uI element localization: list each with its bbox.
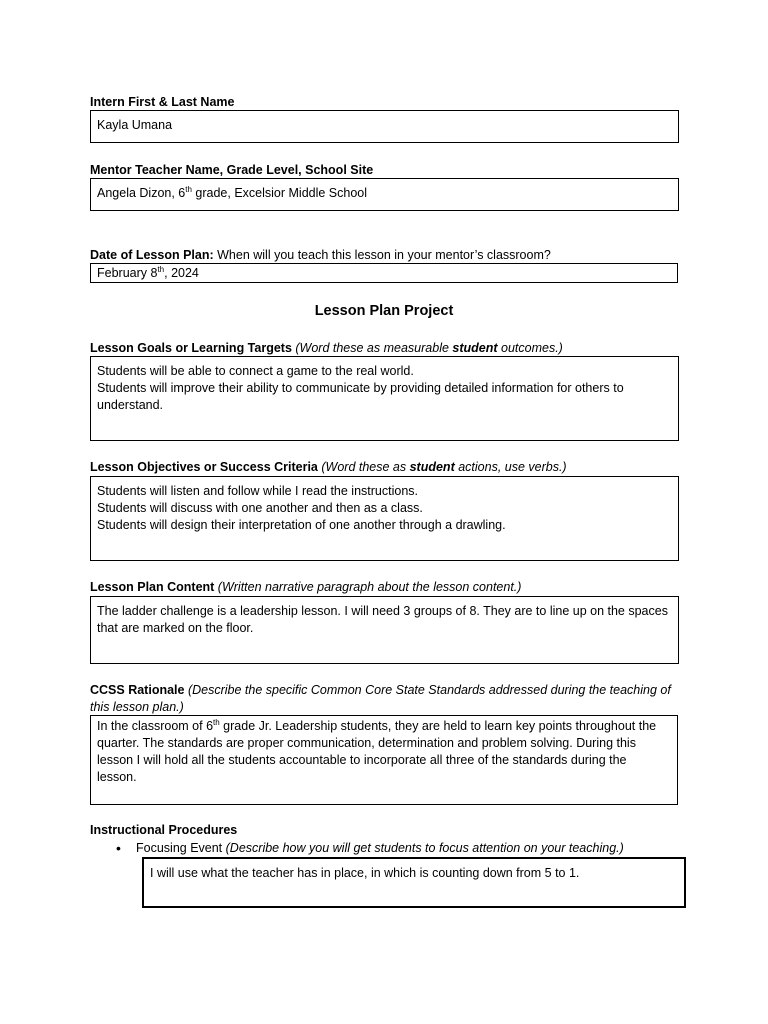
date-label (90, 247, 551, 263)
objectives-label-bold: Lesson Objectives or Success Criteria (90, 460, 318, 474)
objectives-label (90, 459, 567, 475)
procedures-label-text: Instructional Procedures (90, 823, 238, 837)
focus-field[interactable] (142, 857, 686, 908)
date-value-part2: , 2024 (164, 266, 199, 280)
objectives-field[interactable] (90, 476, 679, 561)
mentor-value-sup: th (185, 184, 192, 194)
ccss-line: lesson. (97, 770, 137, 784)
date-field[interactable] (90, 263, 678, 283)
objectives-label-italic-1: (Word these as (317, 460, 410, 474)
mentor-label (90, 162, 373, 178)
mentor-value-part1: Angela Dizon, 6 (97, 186, 186, 200)
intern-label-text: Intern First & Last Name (90, 95, 235, 109)
page-title: Lesson Plan Project (314, 303, 454, 319)
ccss-line: lesson I will hold all the students accountable to incorporate all three of the standards during the (97, 753, 627, 767)
objectives-line: Students will design their interpretation of one another through a drawling. (97, 518, 506, 532)
date-value-sup: th (157, 264, 165, 274)
content-field[interactable] (90, 596, 679, 664)
objectives-line: Students will discuss with one another and then as a class. (97, 501, 423, 515)
objectives-label-italic-2: actions, use verbs.) (454, 460, 567, 474)
focus-label-italic: (Describe how you will get students to focus attention on your teaching.) (222, 841, 624, 855)
mentor-field[interactable] (90, 178, 679, 211)
ccss-line1-part2: grade Jr. Leadership students, they are held to learn key points throughout the (219, 719, 657, 733)
ccss-line (97, 718, 671, 735)
ccss-line1-part1: In the classroom of 6 (97, 719, 214, 733)
procedures-label (90, 822, 237, 838)
bullet-icon: • (116, 840, 121, 856)
intern-label (90, 94, 234, 110)
ccss-label (90, 682, 671, 698)
content-label-bold: Lesson Plan Content (90, 580, 215, 594)
ccss-line: quarter. The standards are proper communication, determination and problem solving. During this (97, 736, 636, 750)
date-label-rest: When will you teach this lesson in your mentor’s classroom? (213, 248, 551, 262)
mentor-value-part2: grade, Excelsior Middle School (191, 186, 368, 200)
mentor-label-text: Mentor Teacher Name, Grade Level, School Site (90, 163, 374, 177)
content-label-italic: (Written narrative paragraph about the lesson content.) (214, 580, 522, 594)
goals-line: Students will improve their ability to communicate by providing detailed information for others to (97, 381, 624, 395)
focus-value: I will use what the teacher has in place, in which is counting down from 5 to 1. (150, 866, 580, 880)
date-label-bold: Date of Lesson Plan: (90, 248, 214, 262)
ccss-label-bold: CCSS Rationale (90, 683, 185, 697)
ccss-field[interactable] (90, 715, 678, 805)
intern-field[interactable] (90, 110, 679, 143)
focus-label-text: Focusing Event (136, 841, 223, 855)
date-value-part1: February 8 (97, 266, 158, 280)
objectives-line: Students will listen and follow while I read the instructions. (97, 484, 418, 498)
ccss-label-italic-1: (Describe the specific Common Core State Standards addressed during the teaching of (184, 683, 671, 697)
content-line: that are marked on the floor. (97, 621, 254, 635)
content-line: The ladder challenge is a leadership lesson. I will need 3 groups of 8. They are to line up on the spaces (97, 604, 668, 618)
goals-label-italic-1: (Word these as measurable (291, 341, 453, 355)
ccss-line1-sup: th (213, 717, 220, 727)
content-label (90, 579, 521, 595)
objectives-label-bold-italic: student (409, 460, 455, 474)
ccss-label-italic-2: this lesson plan.) (90, 700, 184, 714)
goals-line: understand. (97, 398, 164, 412)
goals-field[interactable] (90, 356, 679, 441)
goals-label-bold: Lesson Goals or Learning Targets (90, 341, 292, 355)
goals-label (90, 340, 563, 356)
ccss-label-cont (90, 699, 184, 715)
goals-line: Students will be able to connect a game to the real world. (97, 364, 414, 378)
goals-label-bold-italic: student (452, 341, 498, 355)
goals-label-italic-2: outcomes.) (497, 341, 563, 355)
intern-value: Kayla Umana (97, 118, 173, 132)
focus-label (136, 840, 624, 856)
